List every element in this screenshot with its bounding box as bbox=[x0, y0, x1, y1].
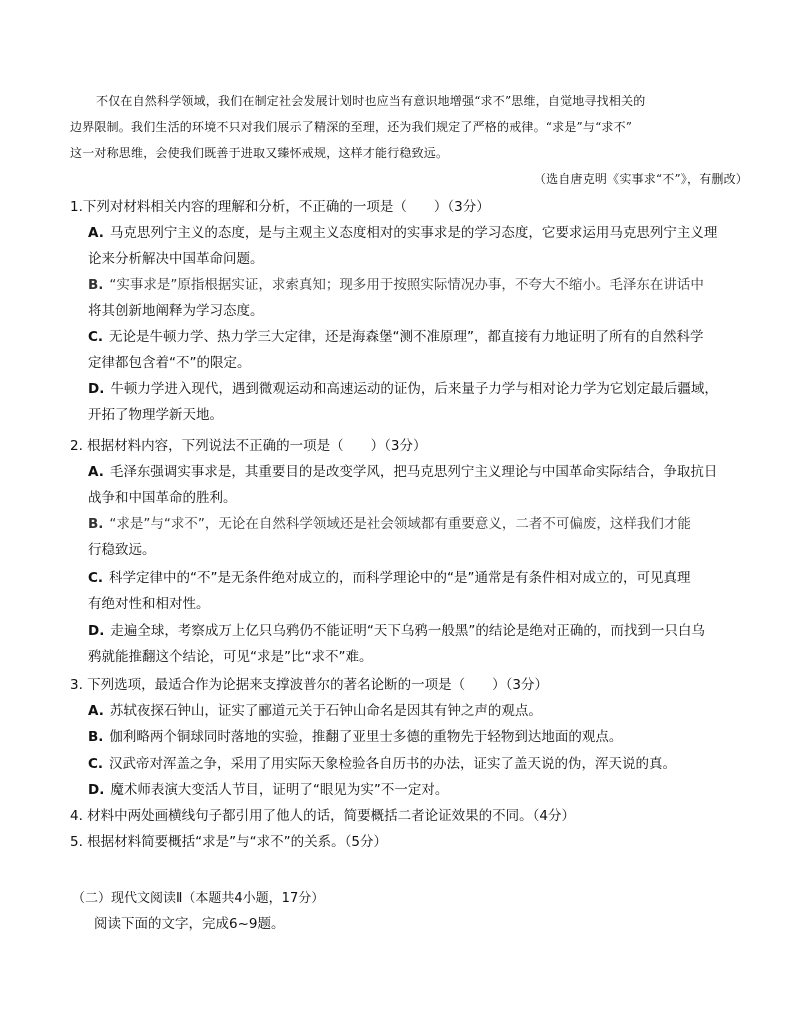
intro-line-1: 不仅在自然科学领域，我们在制定社会发展计划时也应当有意识地增强“求不”思维，自觉地寻找相关的 bbox=[96, 94, 646, 108]
q2-option-c: C. 科学定律中的“不”是无条件绝对成立的，而科学理论中的“是”通常是有条件相对成立的，可见真理 bbox=[88, 570, 691, 586]
q3-option-c: C. 汉武帝对浑盖之争，采用了用实际天象检验各自历书的办法，证实了盖天说的伪，浑天说的真。 bbox=[88, 756, 677, 772]
q1-option-a: A. 马克思列宁主义的态度，是与主观主义态度相对的实事求是的学习态度，它要求运用马克思列宁主义理 bbox=[88, 225, 718, 241]
section-instruction: 阅读下面的文字，完成6~9题。 bbox=[94, 916, 285, 932]
q1-option-b-cont: 将其创新地阐释为学习态度。 bbox=[88, 303, 264, 319]
question-3-stem: 3. 下列选项，最适合作为论据来支撑波普尔的著名论断的一项是（ ）（3分） bbox=[70, 677, 549, 693]
question-4-stem: 4. 材料中两处画横线句子都引用了他人的话，简要概括二者论证效果的不同。（4分） bbox=[70, 808, 576, 824]
q1-option-a-cont: 论来分析解决中国革命问题。 bbox=[88, 251, 264, 267]
q2-option-a-cont: 战争和中国革命的胜利。 bbox=[88, 490, 237, 506]
q3-option-a: A. 苏轼夜探石钟山，证实了郦道元关于石钟山命名是因其有钟之声的观点。 bbox=[88, 703, 542, 719]
q1-option-d-cont: 开拓了物理学新天地。 bbox=[88, 407, 223, 423]
section-title: （二）现代文阅读Ⅱ（本题共4小题，17分） bbox=[72, 891, 325, 906]
intro-line-3: 这一对称思维，会使我们既善于进取又臻怀戒规，这样才能行稳致远。 bbox=[70, 146, 449, 160]
q1-option-b: B. “实事求是”原指根据实证，求索真知；现多用于按照实际情况办事，不夸大不缩小。毛泽东在讲话中 bbox=[88, 277, 704, 293]
source-citation: （选自唐克明《实事求“不”》，有删改） bbox=[533, 172, 748, 186]
q2-option-d-cont: 鸦就能推翻这个结论，可见“求是”比“求不”难。 bbox=[88, 649, 373, 665]
q2-option-b: B. “求是”与“求不”，无论在自然科学领域还是社会领域都有重要意义，二者不可偏废，这样我们才能 bbox=[88, 516, 691, 532]
q2-option-c-cont: 有绝对性和相对性。 bbox=[88, 596, 210, 612]
q1-option-c-cont: 定律都包含着“不”的限定。 bbox=[88, 355, 251, 371]
question-2-stem: 2. 根据材料内容，下列说法不正确的一项是（ ）（3分） bbox=[70, 438, 427, 454]
question-1-stem: 1.下列对材料相关内容的理解和分析，不正确的一项是（ ）（3分） bbox=[70, 199, 490, 215]
q1-option-d: D. 牛顿力学进入现代，遇到微观运动和高速运动的证伪，后来量子力学与相对论力学为它划定最后疆域， bbox=[88, 381, 718, 397]
question-5-stem: 5. 根据材料简要概括“求是”与“求不”的关系。（5分） bbox=[70, 834, 387, 850]
q2-option-b-cont: 行稳致远。 bbox=[88, 542, 156, 558]
q2-option-a: A. 毛泽东强调实事求是，其重要目的是改变学风，把马克思列宁主义理论与中国革命实际结合，争取抗日 bbox=[88, 464, 718, 480]
q2-option-d: D. 走遍全球，考察成万上亿只乌鸦仍不能证明“天下乌鸦一般黑”的结论是绝对正确的，而找到一只白乌 bbox=[88, 623, 705, 639]
q1-option-c: C. 无论是牛顿力学、热力学三大定律，还是海森堡“测不准原理”，都直接有力地证明了所有的自然科学 bbox=[88, 329, 704, 345]
q3-option-d: D. 魔术师表演大变活人节目，证明了“眼见为实”不一定对。 bbox=[88, 782, 449, 798]
q3-option-b: B. 伽利略两个铜球同时落地的实验，推翻了亚里士多德的重物先于轻物到达地面的观点。 bbox=[88, 729, 623, 745]
intro-line-2: 边界限制。我们生活的环境不只对我们展示了精深的至理，还为我们规定了严格的戒律。“求是”与“求不” bbox=[70, 120, 633, 134]
